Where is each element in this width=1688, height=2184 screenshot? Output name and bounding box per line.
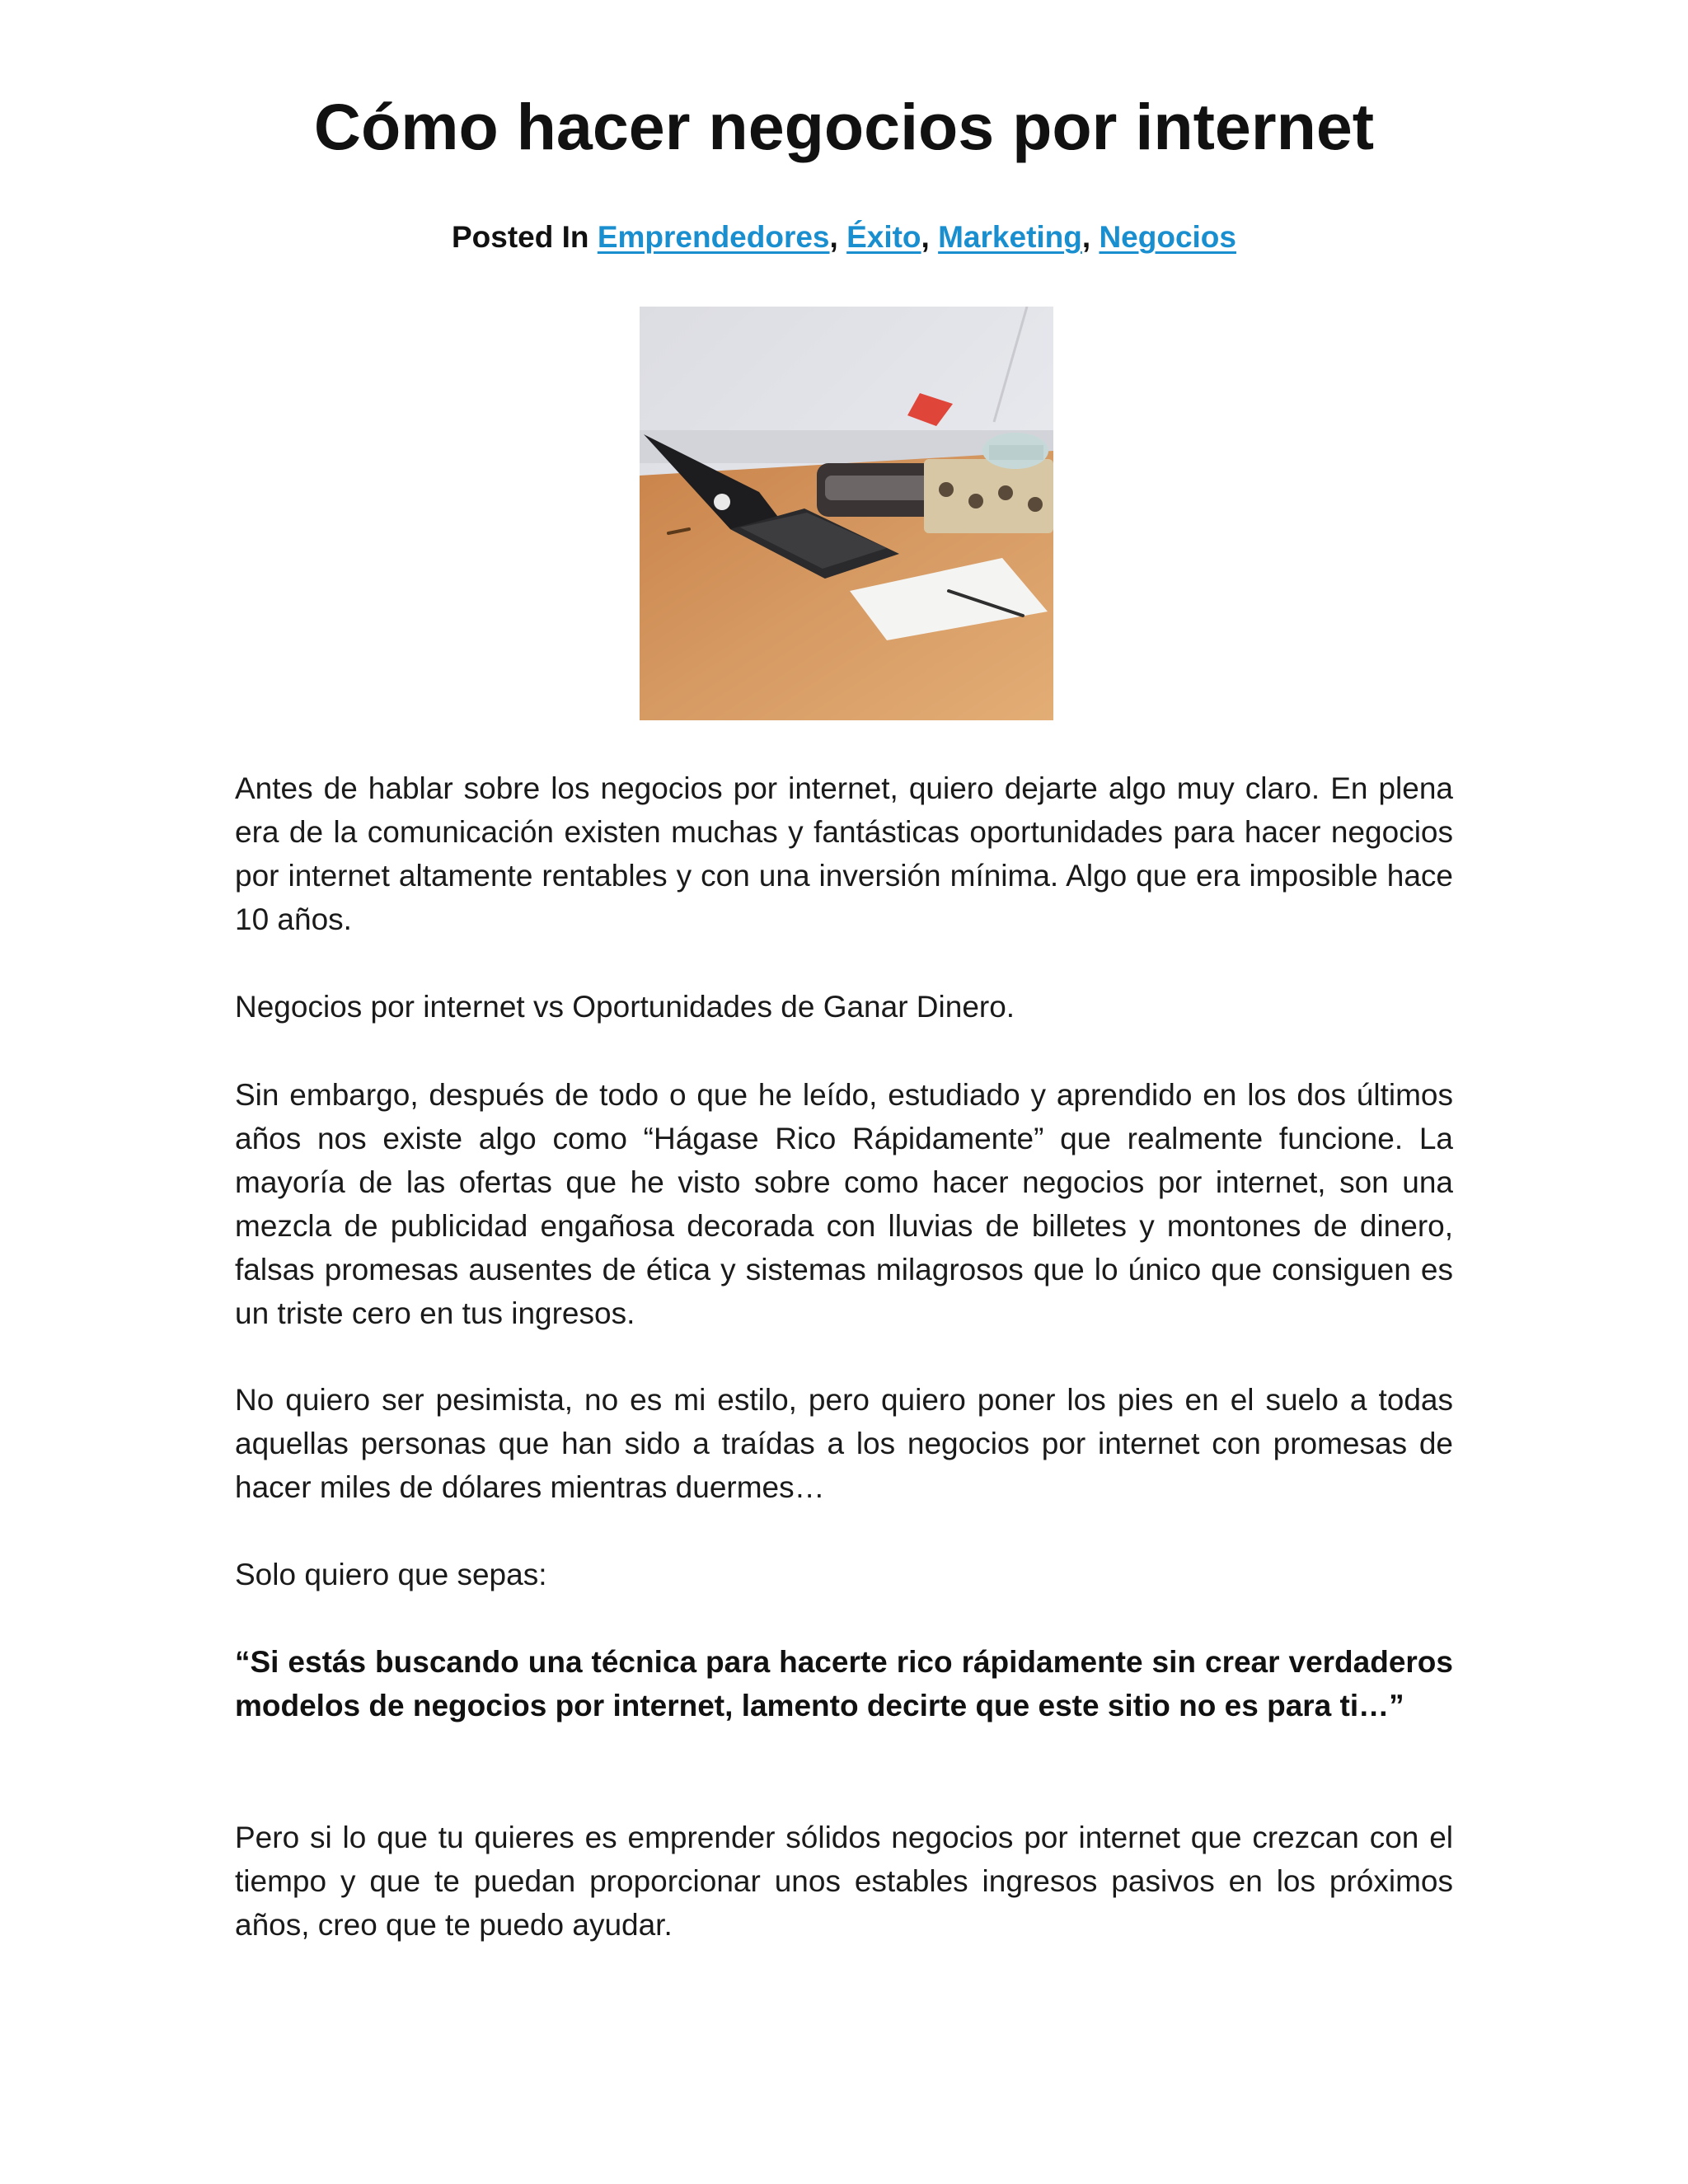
category-link-negocios[interactable]: Negocios — [1099, 220, 1236, 254]
paragraph-closing: Pero si lo que tu quieres es emprender sólidos negocios por internet que crezcan con el tiempo y que te puedan proporcionar unos estables ingresos pasivos en los próximos años, creo que te puedo ayudar. — [235, 1821, 1453, 1942]
category-link-marketing[interactable]: Marketing — [938, 220, 1082, 254]
paragraph-quote: “Si estás buscando una técnica para hacerte rico rápidamente sin crear verdaderos modelos de negocios por internet, lamento decirte que este sitio no es para ti…” — [235, 1645, 1453, 1722]
paragraph-no-quiero: No quiero ser pesimista, no es mi estilo, pero quiero poner los pies en el suelo a todas aquellas personas que han sido a traídas a los negocios por internet con promesas de hacer miles de dólares mientras duermes… — [235, 1383, 1453, 1504]
paragraph-intro: Antes de hablar sobre los negocios por internet, quiero dejarte algo muy claro. En plena era de la comunicación existen muchas y fantásticas oportunidades para hacer negocios por internet altamente rentables y con una inversión mínima. Algo que era imposible hace 10 años. — [235, 771, 1453, 936]
category-link-exito[interactable]: Éxito — [846, 220, 921, 254]
posted-in-line — [0, 218, 1688, 257]
paragraph-subheading: Negocios por internet vs Oportunidades de Ganar Dinero. — [235, 990, 1015, 1024]
category-separator: , — [1081, 220, 1100, 254]
page-title: Cómo hacer negocios por internet — [313, 90, 1375, 163]
category-separator: , — [829, 220, 847, 254]
category-separator: , — [921, 220, 939, 254]
category-link-emprendedores[interactable]: Emprendedores — [597, 220, 830, 254]
paragraph-solo-quiero: Solo quiero que sepas: — [235, 1558, 547, 1591]
paragraph-sin-embargo: Sin embargo, después de todo o que he leído, estudiado y aprendido en los dos últimos años nos existe algo como “Hágase Rico Rápidamente” que realmente funcione. La mayoría de las ofertas que he visto sobre como hacer negocios por internet, son una mezcla de publicidad engañosa decorada con lluvias de billetes y montones de dinero, falsas promesas ausentes de ética y sistemas milagrosos que lo único que consiguen es un triste cero en tus ingresos. — [235, 1078, 1453, 1330]
article-hero-image — [640, 307, 1053, 720]
posted-in-label: Posted In — [452, 220, 598, 254]
